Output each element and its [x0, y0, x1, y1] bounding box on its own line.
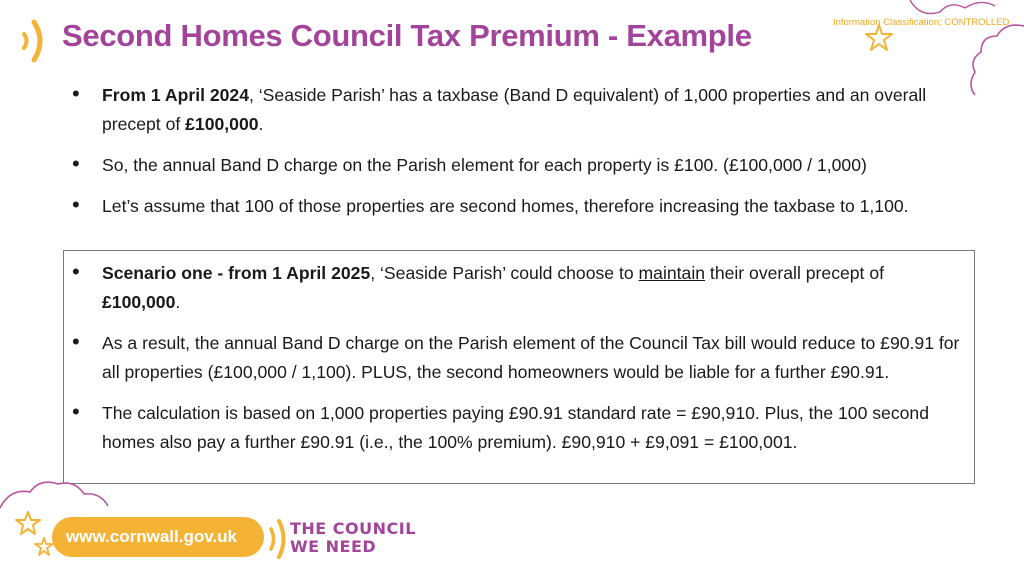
website-link[interactable]: [52, 517, 264, 557]
star-icon: [14, 510, 42, 536]
item-text: So, the annual Band D charge on the Parish element for each property is £100. (£100,000 / 1,000): [102, 155, 867, 175]
page-title: Second Homes Council Tax Premium - Example: [62, 18, 752, 53]
bullet-icon: •: [72, 192, 80, 217]
item-text: As a result, the annual Band D charge on the Parish element of the Council Tax bill would reduce to £90.91 for all properties (£100,000 / 1,100). PLUS, the second homeowners would be liable for a further £90.91.: [102, 333, 960, 382]
item-text: their overall precept of: [705, 263, 885, 283]
list-item: [72, 399, 967, 457]
item-text: , ‘Seaside Parish’ could choose to: [370, 263, 639, 283]
bullet-icon: •: [72, 329, 80, 354]
bullet-icon: •: [72, 81, 80, 106]
list-item: [72, 329, 967, 387]
item-text: The calculation is based on 1,000 properties paying £90.91 standard rate = £90,910. Plus, the 100 second homes also pay a further £90.91 (i.e., the 100% premium). £90,910 + £9,091 = £100,001.: [102, 403, 929, 452]
star-icon: [862, 22, 896, 54]
precept-amount: £100,000: [102, 292, 176, 312]
underlined-word: maintain: [638, 263, 706, 283]
item-text: , ‘Seaside Parish’ has a taxbase (Band D equivalent) of 1,000 properties and an overall precept of: [102, 85, 927, 134]
bold-date: From 1 April 2024: [102, 85, 249, 105]
list-item: [72, 81, 952, 139]
sound-wave-decoration-icon: [266, 517, 290, 561]
website-label[interactable]: www.cornwall.gov.uk: [66, 527, 237, 546]
item-end: .: [258, 114, 264, 134]
scenario-bullet-list: [72, 259, 967, 457]
scenario-box: [63, 250, 975, 484]
slogan-line: THE COUNCIL: [290, 519, 416, 538]
scenario-heading: Scenario one - from 1 April 2025: [102, 263, 371, 283]
intro-bullet-list: [72, 81, 952, 233]
list-item: [72, 151, 952, 180]
item-text: Let’s assume that 100 of those properties are second homes, therefore increasing the taxbase to 1,100.: [102, 196, 909, 216]
list-item: [72, 259, 967, 317]
sound-wave-decoration-icon: [10, 12, 50, 70]
star-icon: [34, 537, 54, 557]
slogan-line: WE NEED: [290, 537, 377, 556]
bullet-icon: •: [72, 151, 80, 176]
list-item: [72, 192, 952, 221]
precept-amount: £100,000: [185, 114, 259, 134]
bullet-icon: •: [72, 259, 80, 284]
item-end: .: [175, 292, 181, 312]
council-slogan-logo: [290, 520, 416, 556]
bullet-icon: •: [72, 399, 80, 424]
classification-label: Information Classification: CONTROLLED: [833, 17, 1010, 28]
